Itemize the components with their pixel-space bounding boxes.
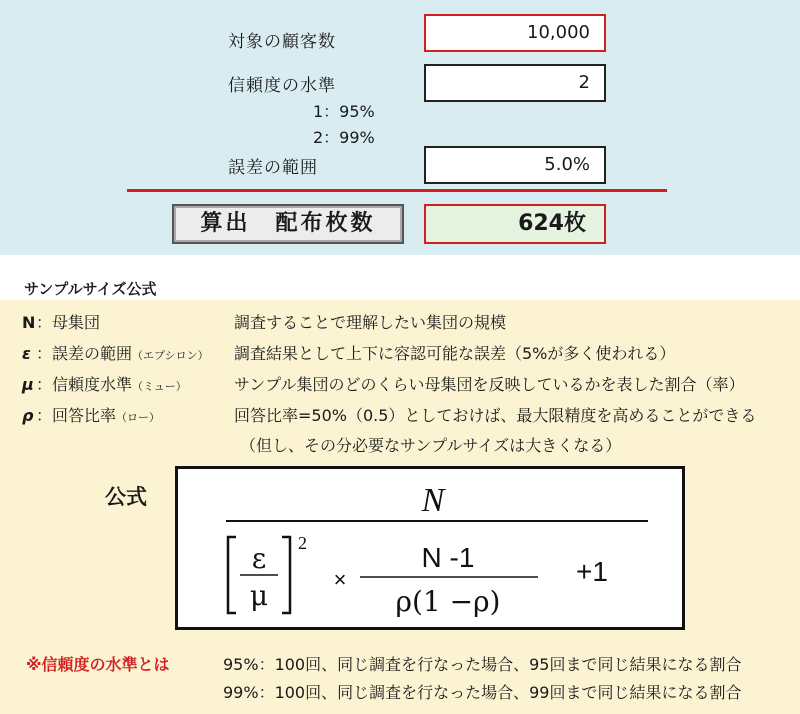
margin-label: 誤差の範囲 [228, 158, 318, 178]
term-rho: ：回答比率（ロー） [36, 406, 161, 425]
symbol-mu: μ [22, 375, 34, 394]
formula-box [175, 466, 685, 630]
note-label: ※信頼度の水準とは [26, 655, 170, 674]
note-line-99: 99%：100回、同じ調査を行なった場合、99回まで同じ結果になる割合 [223, 683, 742, 702]
confidence-input[interactable]: 2 [424, 64, 606, 102]
margin-input[interactable]: 5.0% [424, 146, 606, 184]
definition-extra: （但し、その分必要なサンプルサイズは大きくなる） [240, 436, 622, 455]
confidence-label: 信頼度の水準 [228, 76, 336, 96]
confidence-option-95: 1：95% [313, 102, 375, 121]
customers-input[interactable]: 10,000 [424, 14, 606, 52]
formula-graphic [178, 469, 682, 627]
formula-times: × [333, 567, 347, 592]
symbol-n: N [22, 313, 36, 332]
inner-numerator: N -1 [421, 542, 475, 573]
term-epsilon: ：誤差の範囲（エプシロン） [36, 344, 209, 363]
left-bracket [228, 537, 236, 613]
term-n: ：母集団 [36, 313, 101, 332]
confidence-option-99: 2：99% [313, 128, 375, 147]
section-title: サンプルサイズ公式 [24, 280, 157, 298]
desc-epsilon: 調査結果として上下に容認可能な誤差（5%が多く使われる） [234, 344, 676, 363]
inner-denominator: ρ(1 −ρ) [395, 585, 501, 618]
symbol-epsilon: ε [22, 344, 31, 363]
desc-n: 調査することで理解したい集団の規模 [234, 313, 507, 332]
term-mu: ：信頼度水準（ミュー） [36, 375, 187, 394]
divider-rule [127, 189, 667, 192]
symbol-rho: ρ [22, 406, 34, 425]
customers-label: 対象の顧客数 [228, 32, 336, 52]
result-value: 624枚 [424, 204, 606, 244]
result-label: 算出 配布枚数 [172, 204, 404, 244]
calculator-panel [0, 0, 800, 255]
note-line-95: 95%：100回、同じ調査を行なった場合、95回まで同じ結果になる割合 [223, 655, 742, 674]
formula-mu: μ [249, 579, 269, 612]
formula-numerator: N [421, 482, 445, 519]
formula-epsilon: ε [251, 542, 267, 575]
formula-plus-one: +1 [576, 556, 608, 587]
desc-rho: 回答比率=50%（0.5）としておけば、最大限精度を高めることができる [234, 406, 757, 425]
formula-label: 公式 [105, 485, 147, 509]
formula-exponent: 2 [298, 533, 307, 553]
desc-mu: サンプル集団のどのくらい母集団を反映しているかを表した割合（率） [234, 375, 745, 394]
right-bracket [282, 537, 290, 613]
